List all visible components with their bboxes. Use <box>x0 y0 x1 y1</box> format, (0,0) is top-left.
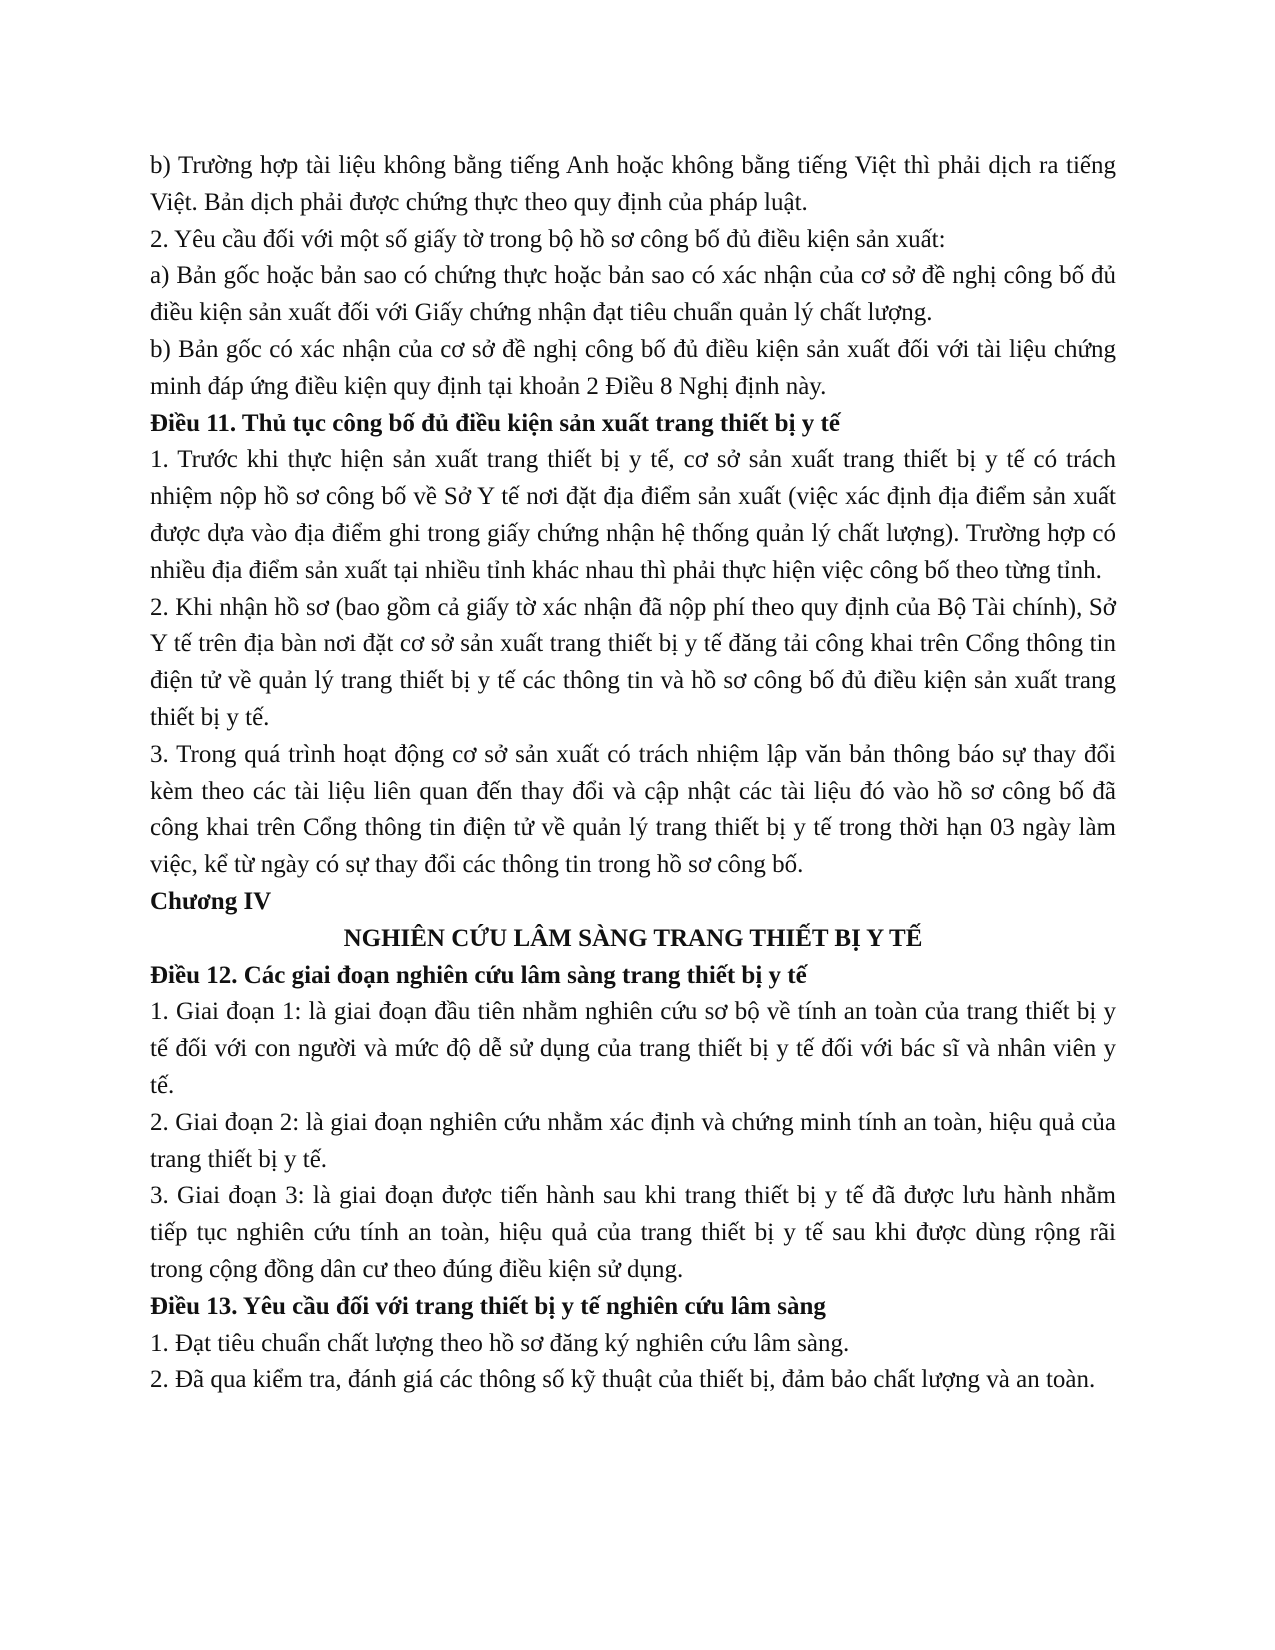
paragraph-10-1b: b) Trường hợp tài liệu không bằng tiếng Anh hoặc không bằng tiếng Việt thì phải dịch ra tiếng Việt. Bản dịch phải được chứng thực theo quy định của pháp luật. <box>150 152 1116 216</box>
chapter-title: NGHIÊN CỨU LÂM SÀNG TRANG THIẾT BỊ Y TẾ <box>343 924 923 952</box>
article-12-heading: Điều 12. Các giai đoạn nghiên cứu lâm sàng trang thiết bị y tế <box>150 961 807 989</box>
paragraph-13-1: 1. Đạt tiêu chuẩn chất lượng theo hồ sơ đăng ký nghiên cứu lâm sàng. <box>150 1329 850 1357</box>
paragraph-11-3: 3. Trong quá trình hoạt động cơ sở sản xuất có trách nhiệm lập văn bản thông báo sự thay đổi kèm theo các tài liệu liên quan đến thay đổi và cập nhật các tài liệu đó vào hồ sơ công bố đã công khai trên Cổng thông tin điện tử về quản lý trang thiết bị y tế trong thời hạn 03 ngày làm việc, kể từ ngày có sự thay đổi các thông tin trong hồ sơ công bố. <box>150 740 1116 879</box>
paragraph-12-1: 1. Giai đoạn 1: là giai đoạn đầu tiên nhằm nghiên cứu sơ bộ về tính an toàn của trang thiết bị y tế đối với con người và mức độ dễ sử dụng của trang thiết bị y tế đối với bác sĩ và nhân viên y tế. <box>150 998 1116 1099</box>
chapter-label: Chương IV <box>150 887 272 915</box>
paragraph-11-2: 2. Khi nhận hồ sơ (bao gồm cả giấy tờ xác nhận đã nộp phí theo quy định của Bộ Tài chính), Sở Y tế trên địa bàn nơi đặt cơ sở sản xuất trang thiết bị y tế đăng tải công khai trên Cổng thông tin điện tử về quản lý trang thiết bị y tế các thông tin và hồ sơ công bố đủ điều kiện sản xuất trang thiết bị y tế. <box>150 593 1116 731</box>
article-13-heading: Điều 13. Yêu cầu đối với trang thiết bị y tế nghiên cứu lâm sàng <box>150 1292 826 1320</box>
paragraph-12-3: 3. Giai đoạn 3: là giai đoạn được tiến hành sau khi trang thiết bị y tế đã được lưu hành nhằm tiếp tục nghiên cứu tính an toàn, hiệu quả của trang thiết bị y tế sau khi được dùng rộng rãi trong cộng đồng dân cư theo đúng điều kiện sử dụng. <box>150 1182 1116 1283</box>
paragraph-10-2b: b) Bản gốc có xác nhận của cơ sở đề nghị công bố đủ điều kiện sản xuất đối với tài liệu chứng minh đáp ứng điều kiện quy định tại khoản 2 Điều 8 Nghị định này. <box>150 335 1116 400</box>
paragraph-12-2: 2. Giai đoạn 2: là giai đoạn nghiên cứu nhằm xác định và chứng minh tính an toàn, hiệu quả của trang thiết bị y tế. <box>150 1108 1116 1173</box>
paragraph-13-2: 2. Đã qua kiểm tra, đánh giá các thông số kỹ thuật của thiết bị, đảm bảo chất lượng và an toàn. <box>150 1366 1096 1394</box>
paragraph-11-1: 1. Trước khi thực hiện sản xuất trang thiết bị y tế, cơ sở sản xuất trang thiết bị y tế có trách nhiệm nộp hồ sơ công bố về Sở Y tế nơi đặt địa điểm sản xuất (việc xác định địa điểm sản xuất được dựa vào địa điểm ghi trong giấy chứng nhận hệ thống quản lý chất lượng). Trường hợp có nhiều địa điểm sản xuất tại nhiều tỉnh khác nhau thì phải thực hiện việc công bố theo từng tỉnh. <box>150 446 1116 584</box>
document-page <box>150 148 1116 1399</box>
paragraph-10-2a: a) Bản gốc hoặc bản sao có chứng thực hoặc bản sao có xác nhận của cơ sở đề nghị công bố đủ điều kiện sản xuất đối với Giấy chứng nhận đạt tiêu chuẩn quản lý chất lượng. <box>150 262 1116 327</box>
paragraph-10-2: 2. Yêu cầu đối với một số giấy tờ trong bộ hồ sơ công bố đủ điều kiện sản xuất: <box>150 225 946 253</box>
article-11-heading: Điều 11. Thủ tục công bố đủ điều kiện sản xuất trang thiết bị y tế <box>150 409 840 437</box>
